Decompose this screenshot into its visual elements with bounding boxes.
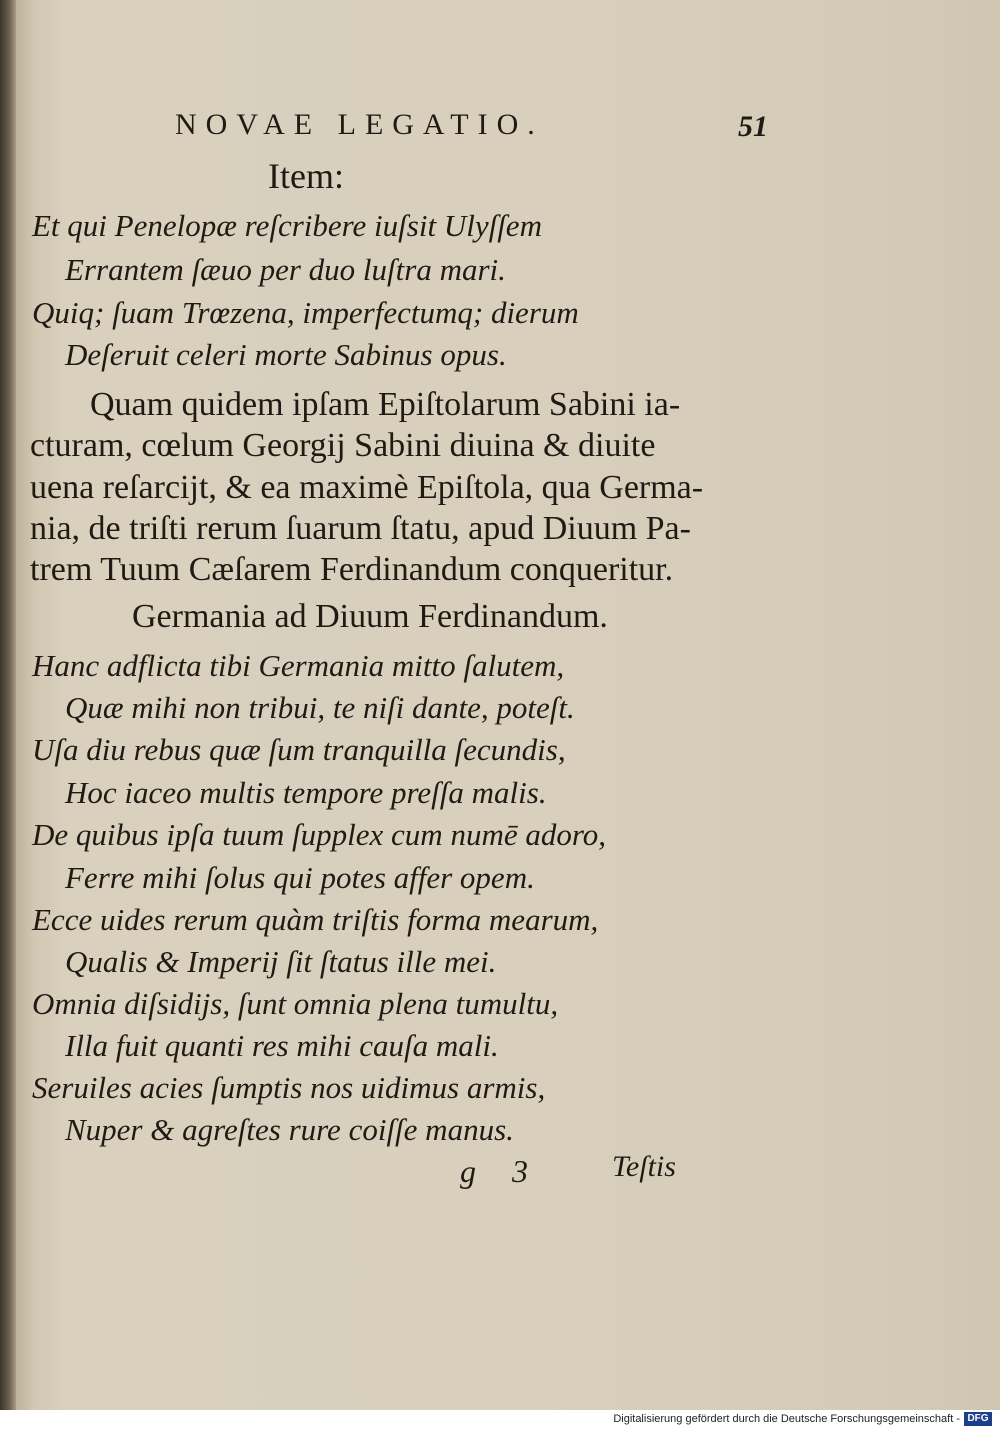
verse-line: Deſeruit celeri morte Sabinus opus. — [65, 337, 507, 372]
prose-line: cturam, cœlum Georgij Sabini diuina & diuite — [30, 427, 656, 464]
verse-line: Hoc iaceo multis tempore preſſa malis. — [65, 775, 547, 810]
verse-line: De quibus ipſa tuum ſupplex cum numē adoro, — [32, 817, 606, 852]
verse-line: Omnia diſsidijs, ſunt omnia plena tumultu, — [32, 986, 559, 1021]
heading-item: Item: — [268, 156, 344, 196]
verse-line: Nuper & agreſtes rure coiſſe manus. — [65, 1112, 514, 1147]
digitization-credit: Digitalisierung gefördert durch die Deutsche Forschungsgemeinschaft - — [613, 1413, 960, 1425]
verse-line: Uſa diu rebus quæ ſum tranquilla ſecundis, — [32, 732, 566, 767]
running-head: NOVAE LEGATIO. — [175, 108, 544, 141]
verse-line: Ferre mihi ſolus qui potes affer opem. — [65, 860, 535, 895]
poem-title: Germania ad Diuum Ferdinandum. — [132, 598, 608, 635]
dfg-logo-icon: DFG — [964, 1412, 992, 1426]
verse-line: Qualis & Imperij ſit ſtatus ille mei. — [65, 944, 497, 979]
catchword: Teſtis — [612, 1150, 676, 1183]
prose-line: trem Tuum Cæſarem Ferdinandum conqueritur. — [30, 551, 674, 588]
verse-line: Illa fuit quanti res mihi cauſa mali. — [65, 1028, 499, 1063]
prose-line: uena reſarcijt, & ea maximè Epiſtola, qua Germa- — [30, 469, 704, 506]
prose-line: nia, de triſti rerum ſuarum ſtatu, apud Diuum Pa- — [30, 510, 691, 547]
verse-line: Hanc adflicta tibi Germania mitto ſalutem, — [32, 648, 565, 683]
signature-mark: g 3 — [460, 1153, 542, 1189]
verse-line: Seruiles acies ſumptis nos uidimus armis, — [32, 1070, 546, 1105]
verse-line: Errantem ſæuo per duo luſtra mari. — [65, 252, 506, 287]
book-spine-shadow — [0, 0, 16, 1410]
verse-line: Et qui Penelopæ reſcribere iuſsit Ulyſſem — [32, 208, 542, 243]
prose-line: Quam quidem ipſam Epiſtolarum Sabini ia- — [90, 386, 681, 423]
verse-line: Quiq; ſuam Trœzena, imperfectumq; dierum — [32, 295, 579, 330]
verse-line: Ecce uides rerum quàm triſtis forma mearum, — [32, 902, 599, 937]
folio-number: 51 — [738, 110, 768, 143]
verse-line: Quæ mihi non tribui, te niſi dante, poteſt. — [65, 690, 575, 725]
